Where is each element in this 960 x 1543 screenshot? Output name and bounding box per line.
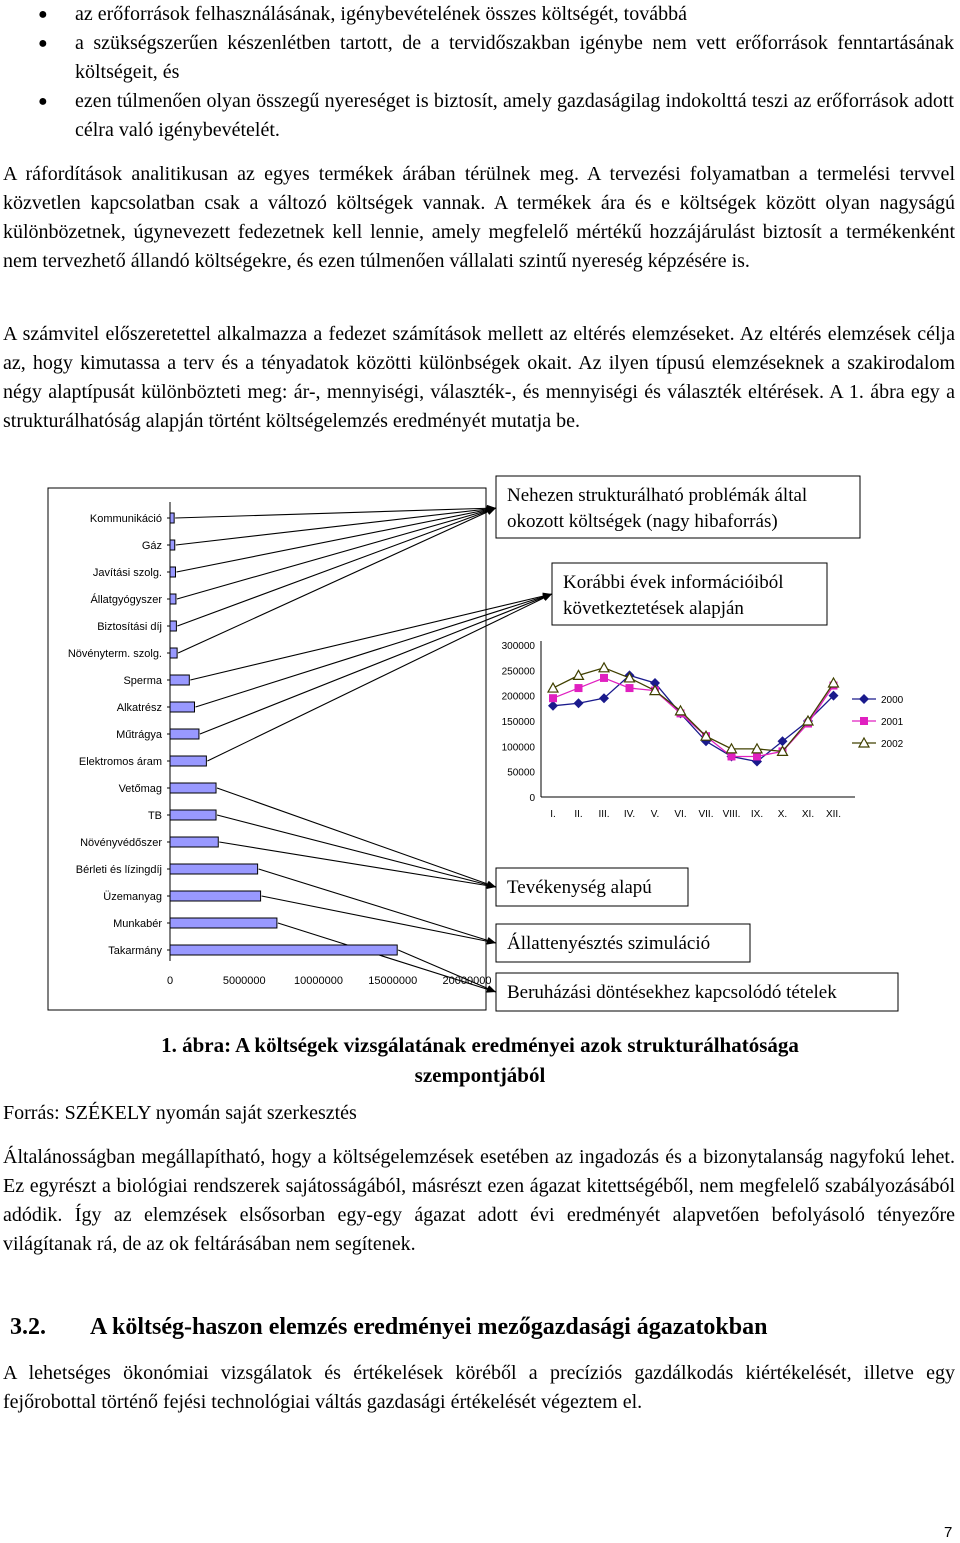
connector-arrow: [177, 508, 496, 599]
bar: [170, 621, 176, 631]
figure-caption: [0, 1030, 960, 1090]
bullet-text: a szükségszerűen készenlétben tartott, de a tervidőszakban igénybe nem vett erőforrások fenntartásának költségeit, és: [75, 32, 954, 83]
series-point: [549, 694, 557, 702]
line-y-tick-label: 250000: [501, 666, 535, 678]
figure-cost-structure: [0, 472, 960, 1032]
bar: [170, 891, 261, 901]
annotation-box-text: Beruházási döntésekhez kapcsolódó tételek: [507, 982, 837, 1003]
bar-category-label: Biztosítási díj: [97, 621, 162, 633]
connector-arrow: [177, 508, 496, 626]
paragraph-economic-studies: A lehetséges ökonómiai vizsgálatok és értékelések köréből a precíziós gazdálkodás kiértékelését, illetve egy fejőrobottal történő fejési technológiai váltás gazdasági értékelését végeztem el.: [3, 1362, 955, 1413]
bar: [170, 540, 175, 550]
line-x-tick-label: V.: [650, 809, 660, 820]
horizontal-bar-chart: [68, 502, 492, 987]
bullet-item: [0, 0, 960, 29]
connector-arrow: [259, 869, 496, 943]
series-point: [728, 752, 736, 760]
line-y-tick-label: 150000: [501, 717, 535, 728]
paragraph-cost-recovery: A ráfordítások analitikusan az egyes termékek árában térülnek meg. A tervezési folyamatban a termelési tervvel közvetlen kapcsolatban csak a változó költségek vannak. A termékek ára és e költségek között olyan nagyságú különbözetnek, úgynevezett fedezetnek kell lennie, amely megfelelő mértékű hozzájárulást biztosít a termékenként nem tervezhető állandó költségekre, és ezen túlmenően vállalati szintű nyereség képzésére is.: [3, 163, 955, 272]
series-point: [599, 663, 609, 672]
series-point: [626, 684, 634, 692]
bullet-item: [0, 87, 960, 145]
bar: [170, 783, 216, 793]
caption-line-1: 1. ábra: A költségek vizsgálatának eredményei azok strukturálhatósága: [161, 1033, 799, 1057]
series-point: [548, 683, 558, 692]
line-x-tick-label: IV.: [623, 809, 636, 820]
line-x-tick-label: VII.: [698, 809, 714, 820]
annotation-box-text: Állattenyésztés szimuláció: [507, 933, 711, 954]
line-x-tick-label: VI.: [674, 809, 687, 820]
bar: [170, 864, 258, 874]
line-x-tick-label: VIII.: [722, 809, 741, 820]
line-x-tick-label: IX.: [750, 809, 764, 820]
legend-marker: [860, 717, 868, 725]
bar-category-label: Növényterm. szolg.: [67, 648, 162, 660]
bar-x-tick-label: 20000000: [442, 975, 492, 987]
bar-category-label: Takarmány: [108, 945, 162, 957]
annotation-box-text: okozott költségek (nagy hibaforrás): [507, 511, 778, 532]
bar-category-label: Vetőmag: [118, 783, 162, 795]
bar-category-label: Növényvédőszer: [80, 837, 162, 849]
series-point: [574, 698, 584, 708]
legend-label: 2000: [881, 695, 904, 706]
series-line: [553, 678, 834, 757]
line-x-tick-label: XI.: [801, 809, 815, 820]
bar-category-label: TB: [147, 810, 162, 822]
bar: [170, 810, 216, 820]
connector-arrow: [200, 594, 552, 734]
bar-x-tick-label: 15000000: [368, 975, 418, 987]
bar: [170, 675, 189, 685]
bar: [170, 918, 277, 928]
connector-arrow: [176, 508, 496, 545]
line-y-tick-label: 50000: [507, 767, 535, 779]
text-box-group: [496, 476, 898, 1011]
bar-category-label: Kommunikáció: [89, 513, 162, 525]
series-point: [575, 684, 583, 692]
bullet-text: az erőforrások felhasználásának, igénybevételének összes költségét, továbbá: [75, 3, 687, 25]
bar: [170, 945, 397, 955]
connector-arrow: [262, 896, 496, 943]
line-y-tick-label: 200000: [501, 691, 535, 703]
series-line: [553, 675, 834, 761]
bar: [170, 513, 174, 523]
connector-arrow: [217, 788, 496, 887]
connector-arrow: [196, 594, 552, 707]
paragraph-uncertainty: Általánosságban megállapítható, hogy a költségelemzések esetében az ingadozás és a bizonytalanság nagyfokú lehet. Ez egyrészt a biológiai rendszerek sajátosságából, másrészt ezen ágazat kitettségéből, nem megfelelő szabályozásából adódik. Így az elemzések elsősorban egy-egy ágazat adott évi eredményét alapvetően befolyásoló tényezőre világítanak rá, de az ok feltárásában nem segítenek.: [3, 1146, 955, 1255]
bar: [170, 648, 177, 658]
line-y-tick-label: 0: [529, 793, 535, 804]
bar: [170, 756, 206, 766]
bar: [170, 729, 199, 739]
bar: [170, 837, 218, 847]
annotation-box-text: Tevékenység alapú: [507, 877, 652, 898]
connector-arrow: [219, 842, 496, 887]
bullet-dot-icon: ●: [38, 6, 48, 23]
bullet-dot-icon: ●: [38, 93, 48, 110]
bullet-list: [0, 0, 960, 145]
bar: [170, 702, 195, 712]
bar-category-label: Állatgyógyszer: [90, 594, 162, 606]
page-number: 7: [944, 1524, 953, 1541]
bar-category-label: Alkatrész: [116, 702, 162, 714]
section-number: 3.2.: [10, 1314, 46, 1340]
bar-category-label: Javítási szolg.: [92, 567, 162, 579]
bullet-dot-icon: ●: [38, 35, 48, 52]
bar-category-label: Elektromos áram: [78, 756, 162, 768]
figure-svg: [0, 472, 960, 1032]
line-x-tick-label: XII.: [825, 809, 842, 820]
annotation-box-text: következtetések alapján: [563, 598, 744, 619]
bar-category-label: Műtrágya: [116, 729, 162, 741]
bullet-item: [0, 29, 960, 87]
line-chart: [502, 641, 904, 820]
bar: [170, 567, 175, 577]
series-point: [600, 674, 608, 682]
bar-category-label: Üzemanyag: [103, 891, 162, 903]
figure-source: Forrás: SZÉKELY nyomán saját szerkesztés: [3, 1102, 357, 1124]
legend-label: 2002: [881, 739, 904, 750]
legend-label: 2001: [881, 717, 904, 728]
bar-category-label: Sperma: [123, 675, 162, 687]
legend-marker: [859, 694, 869, 704]
caption-line-2: szempontjából: [414, 1063, 546, 1087]
line-y-tick-label: 300000: [501, 641, 535, 652]
connector-arrow: [175, 508, 496, 518]
bar-x-tick-label: 10000000: [294, 975, 343, 987]
bar-x-tick-label: 5000000: [222, 975, 266, 987]
line-x-tick-label: I.: [550, 809, 556, 820]
line-x-tick-label: X.: [777, 809, 788, 820]
line-y-tick-label: 100000: [501, 742, 535, 754]
connector-arrow: [176, 508, 496, 572]
bullet-text: ezen túlmenően olyan összegű nyereséget is biztosít, amely gazdaságilag indokolttá teszi az erőforrások adott célra való igénybevételét.: [75, 90, 954, 141]
connector-arrow: [178, 508, 496, 653]
section-title: A költség-haszon elemzés eredményei mezőgazdasági ágazatokban: [90, 1314, 768, 1340]
series-point: [753, 752, 761, 760]
bar-category-label: Munkabér: [113, 918, 162, 930]
annotation-box-text: Korábbi évek információiból: [563, 572, 784, 593]
paragraph-variance-analysis: A számvitel előszeretettel alkalmazza a fedezet számítások mellett az eltérés elemzéseket. Az eltérés elemzések célja az, hogy kimutassa a terv és a tényadatok közötti különbségek okait. Az ilyen típusú elemzéseknek a szakirodalom négy alaptípusát különbözteti meg: ár-, mennyiségi, választék-, és mennyiségi és választék eltérések. A 1. ábra egy a strukturálhatóság alapján történt költségelemzés eredményét mutatja be.: [3, 323, 955, 432]
connector-arrow: [217, 815, 496, 887]
line-x-tick-label: II.: [574, 809, 583, 820]
annotation-box-text: Nehezen strukturálható problémák által: [507, 485, 808, 506]
series-line: [553, 668, 834, 752]
bar: [170, 594, 176, 604]
bar-x-tick-label: 0: [166, 975, 174, 987]
line-x-tick-label: III.: [598, 809, 610, 820]
section-heading: [10, 1314, 767, 1341]
connector-arrow: [190, 594, 552, 680]
series-point: [548, 701, 558, 711]
bar-category-label: Bérleti és lízingdíj: [75, 864, 162, 876]
connector-arrow: [207, 594, 552, 761]
bar-category-label: Gáz: [141, 540, 162, 552]
